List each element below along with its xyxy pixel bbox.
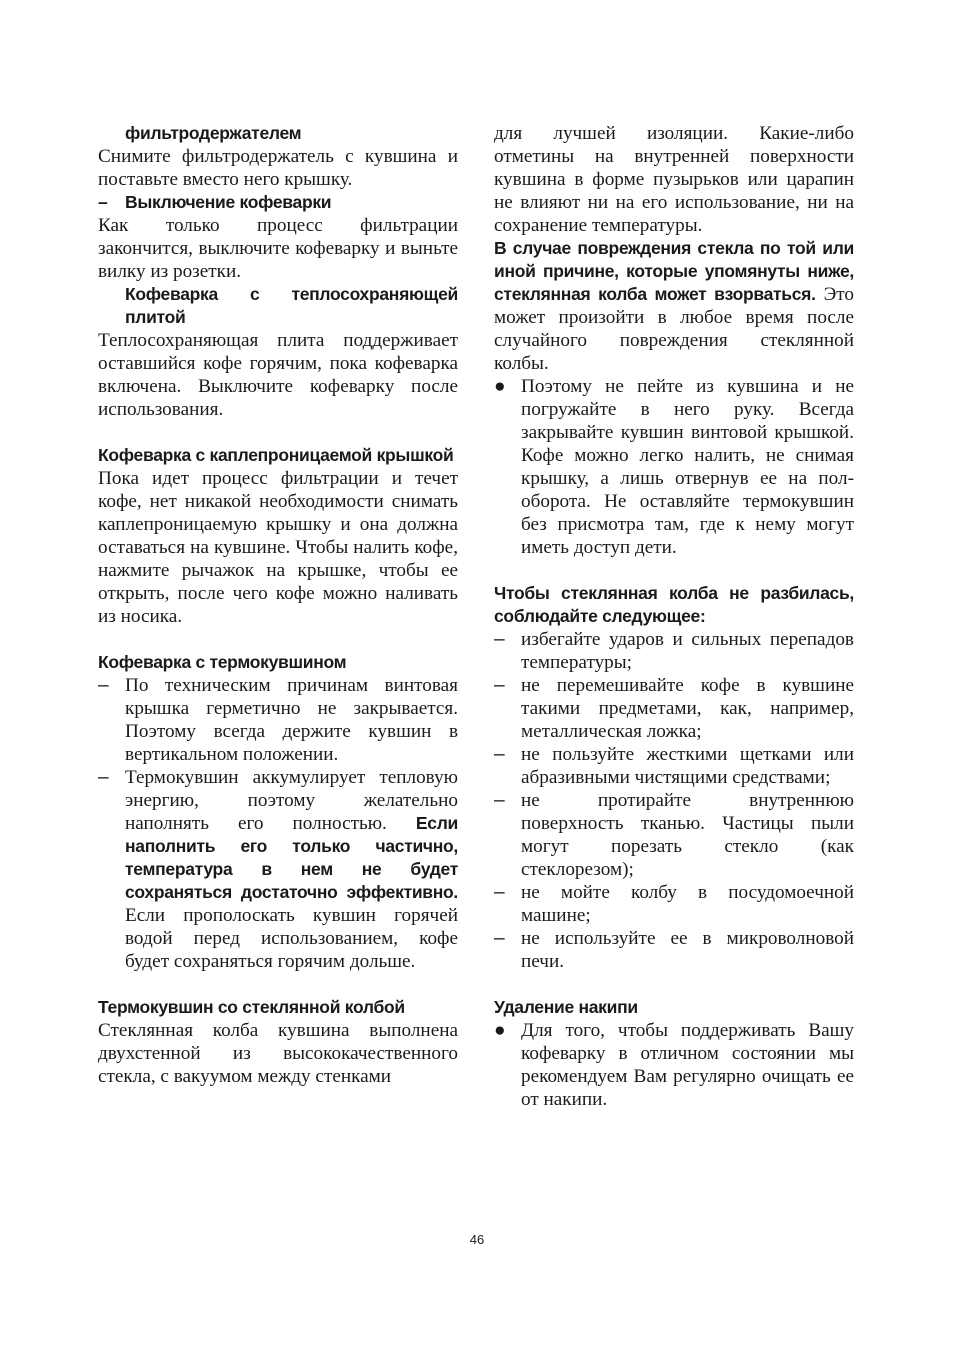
list-item-text: не пользуйте жесткими щетками или абразивными чистящими средствами; [521, 744, 854, 788]
list-item [494, 743, 854, 789]
section-heading-thermo-jug: Кофеварка с термокувшином [98, 652, 347, 672]
section-heading-warming-plate: Кофеварка с теплосохраняющей плитой [125, 284, 458, 327]
list-item-text: не мойте колбу в посудомоечной машине; [521, 882, 854, 926]
section-heading-descaling: Удаление накипи [494, 997, 638, 1017]
list-item [494, 927, 854, 973]
paragraph-text: Это может произойти в любое время после случайного повреждения стеклянной колбы. [494, 284, 854, 374]
list-item [98, 766, 458, 973]
paragraph-drip-lid: Пока идет процесс фильтрации и течет кофе, нет никакой необходимости снимать каплепроницаемую крышку и она должна оставаться на кувшине. Чтобы налить кофе, нажмите рычажок на крышке, чтобы ее открыть, после чего кофе можно наливать из носика. [98, 468, 458, 627]
bullet-text: Поэтому не пейте из кувшина и не погружайте в него руку. Всегда закрывайте кувшин винтовой крышкой. Кофе можно легко налить, не снимая крышку, а лишь отвернув ее на пол-оборота. Не оставляйте термокувшин без присмотра там, где к нему могут иметь доступ дети. [521, 376, 854, 558]
dash-marker: – [494, 790, 505, 811]
paragraph-insulation: для лучшей изоляции. Какие-либо отметины на внутренней поверхности кувшина в форме пузырьков или царапин не влияют ни на его использование, ни на сохранение температуры. [494, 123, 854, 236]
dash-marker: – [494, 744, 505, 765]
section-heading-continuation: фильтродержателем [125, 123, 302, 143]
bullet-icon: ● [494, 1020, 506, 1041]
list-item [494, 628, 854, 674]
dash-marker: – [494, 675, 505, 696]
left-column [98, 122, 458, 1088]
list-item-text: не используйте ее в микроволновой печи. [521, 928, 854, 972]
paragraph-switch-off: Как только процесс фильтрации закончится, выключите кофеварку и выньте вилку из розетки. [98, 215, 458, 282]
section-heading-drip-lid: Кофеварка с каплепроницаемой крышкой [98, 445, 454, 465]
list-item-text: не перемешивайте кофе в кувшине такими предметами, как, например, металлическая ложка; [521, 675, 854, 742]
dash-marker: – [98, 192, 108, 212]
section-heading-switch-off [98, 191, 458, 214]
section-heading-glass-flask: Термокувшин со стеклянной колбой [98, 997, 405, 1017]
list-item-text: избегайте ударов и сильных перепадов температуры; [521, 629, 854, 673]
list-item [98, 674, 458, 766]
list-item [494, 789, 854, 881]
page-number: 46 [469, 1232, 485, 1247]
list-item-text: По техническим причинам винтовая крышка герметично не закрывается. Поэтому всегда держите кувшин в вертикальном положении. [125, 675, 458, 765]
dash-marker: – [494, 882, 505, 903]
bullet-item [494, 1019, 854, 1111]
dash-marker: – [98, 767, 109, 788]
dash-marker: – [98, 675, 109, 696]
dash-marker: – [494, 928, 505, 949]
list-item-text: не протирайте внутреннюю поверхность тканью. Частицы пыли могут порезать стекло (как стеклорезом); [521, 790, 854, 880]
bullet-item [494, 375, 854, 559]
paragraph-glass-flask: Стеклянная колба кувшина выполнена двухстенной из высококачественного стекла, с вакуумом между стенками [98, 1020, 458, 1087]
bullet-icon: ● [494, 376, 506, 397]
list-item-text: Если прополоскать кувшин горячей водой перед использованием, кофе будет сохраняться горячим дольше. [125, 905, 458, 972]
section-heading-glass-care: Чтобы стеклянная колба не разбилась, соблюдайте следующее: [494, 583, 854, 626]
warning-text: Если наполнить его только частично, температура в нем не будет сохраняться достаточно эффективно. [125, 813, 458, 902]
list-item-text: Термокувшин аккумулирует тепловую энергию, поэтому желательно наполнять его полностью. [125, 767, 458, 834]
paragraph-warning [494, 237, 854, 375]
dash-marker: – [494, 629, 505, 650]
paragraph-warming-plate: Теплосохраняющая плита поддерживает оставшийся кофе горячим, пока кофеварка включена. Выключите кофеварку после использования. [98, 330, 458, 420]
list-item [494, 881, 854, 927]
warning-text: В случае повреждения стекла по той или иной причине, которые упомянуты ниже, стеклянная колба может взорваться. [494, 238, 854, 304]
bullet-text: Для того, чтобы поддерживать Вашу кофеварку в отличном состоянии мы рекомендуем Вам регулярно очищать ее от накипи. [521, 1020, 854, 1110]
right-column [494, 122, 854, 1111]
paragraph-remove-filter-holder: Снимите фильтродержатель с кувшина и поставьте вместо него крышку. [98, 146, 458, 190]
heading-text: Выключение кофеварки [125, 192, 332, 212]
list-item [494, 674, 854, 743]
